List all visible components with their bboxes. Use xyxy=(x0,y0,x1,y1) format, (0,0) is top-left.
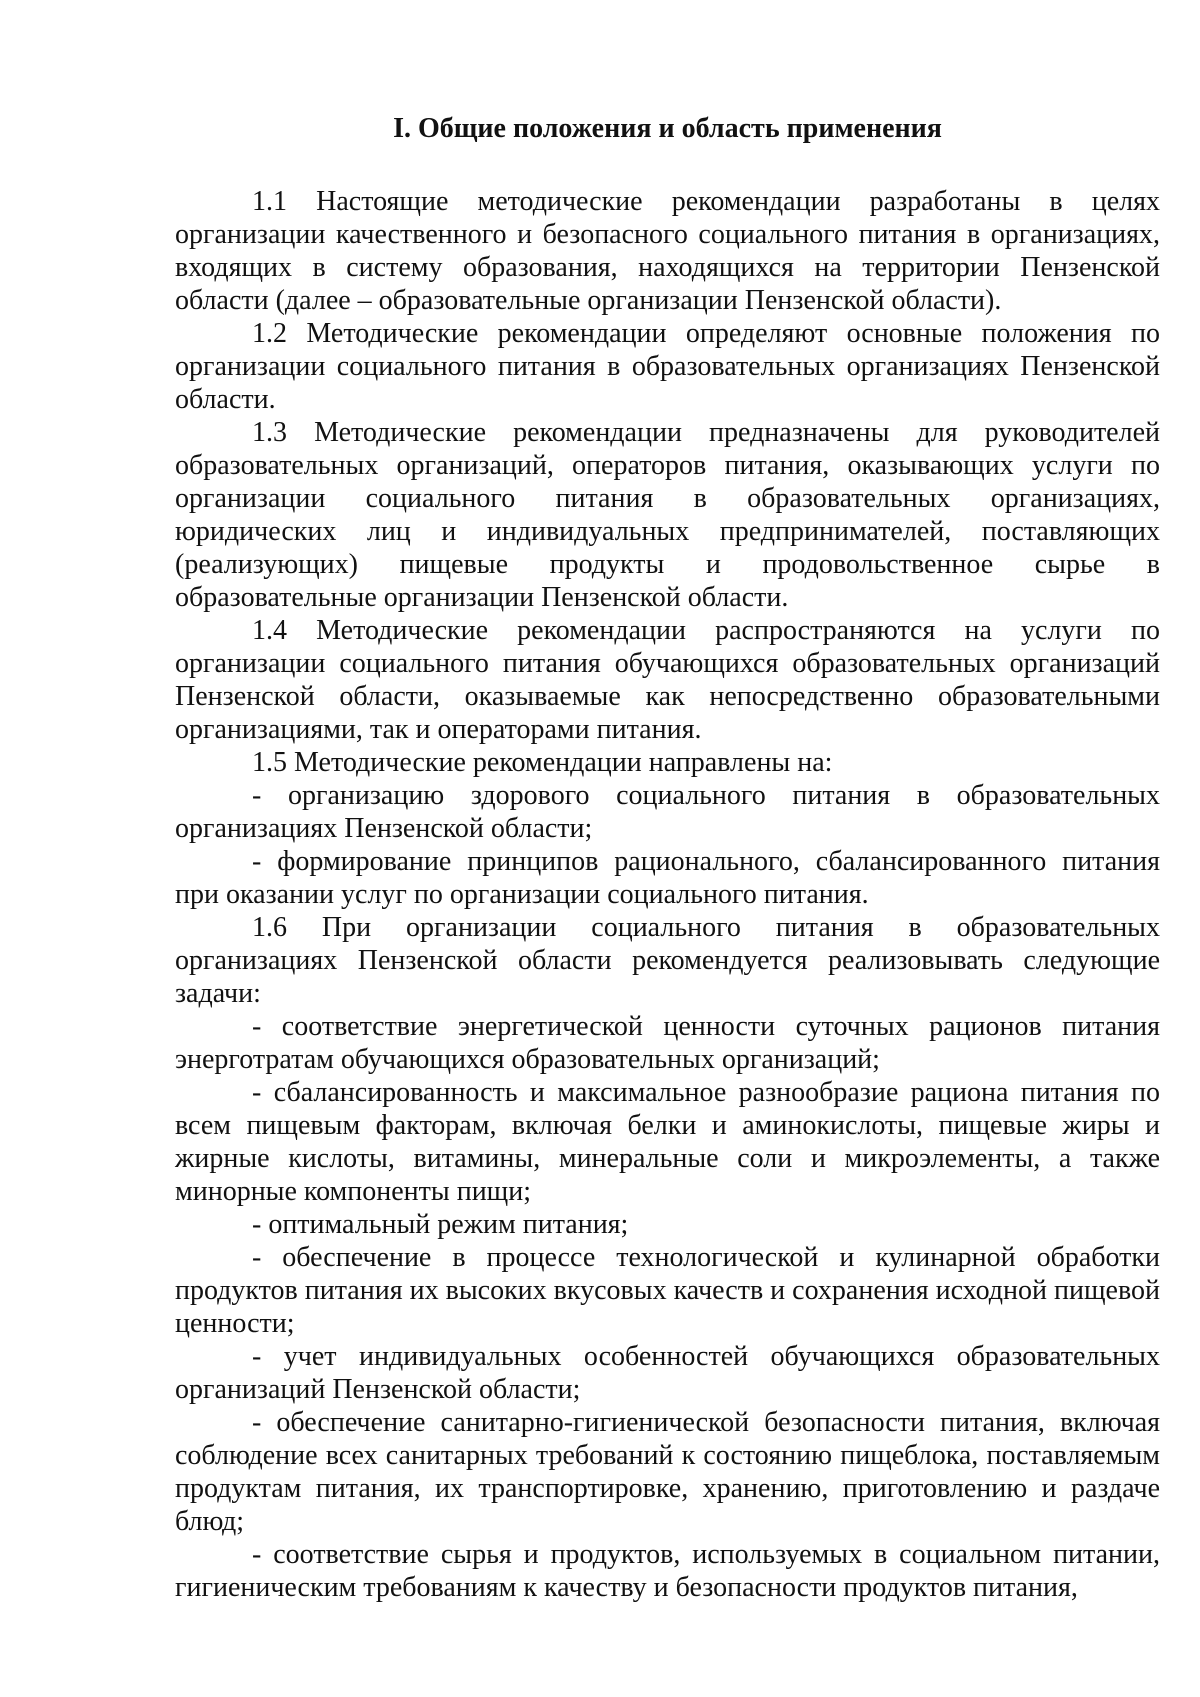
paragraph-1-1: 1.1 Настоящие методические рекомендации разработаны в целях организации качественного и безопасного социального питания в организациях, входящих в систему образования, находящихся на территории Пензенской области (далее – образовательные организации Пензенской области). xyxy=(175,186,1160,316)
list-item-energy-value: - соответствие энергетической ценности суточных рационов питания энерготратам обучающихся образовательных организаций; xyxy=(175,1011,1160,1075)
list-item-individual-features: - учет индивидуальных особенностей обучающихся образовательных организаций Пензенской области; xyxy=(175,1341,1160,1405)
list-item-sanitary-safety: - обеспечение санитарно-гигиенической безопасности питания, включая соблюдение всех санитарных требований к состоянию пищеблока, поставляемым продуктам питания, их транспортировке, хранению, приготовлению и раздаче блюд; xyxy=(175,1407,1160,1537)
paragraph-1-3: 1.3 Методические рекомендации предназначены для руководителей образовательных организаций, операторов питания, оказывающих услуги по организации социального питания в образовательных организациях, юридических лиц и индивидуальных предпринимателей, поставляющих (реализующих) пищевые продукты и продовольственное сырье в образовательные организации Пензенской области. xyxy=(175,417,1160,613)
list-item-raw-materials: - соответствие сырья и продуктов, используемых в социальном питании, гигиеническим требованиям к качеству и безопасности продуктов питания, xyxy=(175,1539,1160,1603)
list-item-optimal-regime: - оптимальный режим питания; xyxy=(252,1209,629,1240)
list-item-balanced-ration: - сбалансированность и максимальное разнообразие рациона питания по всем пищевым факторам, включая белки и аминокислоты, пищевые жиры и жирные кислоты, витамины, минеральные соли и микроэлементы, а также минорные компоненты пищи; xyxy=(175,1077,1160,1207)
list-item-processing-quality: - обеспечение в процессе технологической и кулинарной обработки продуктов питания их высоких вкусовых качеств и сохранения исходной пищевой ценности; xyxy=(175,1242,1160,1339)
document-body xyxy=(175,112,1160,1604)
paragraph-1-2: 1.2 Методические рекомендации определяют основные положения по организации социального питания в образовательных организациях Пензенской области. xyxy=(175,318,1160,415)
section-title: I. Общие положения и область применения xyxy=(393,113,942,144)
list-item-rational-principles: - формирование принципов рационального, сбалансированного питания при оказании услуг по организации социального питания. xyxy=(175,846,1160,910)
paragraph-1-5: 1.5 Методические рекомендации направлены на: xyxy=(252,747,833,778)
paragraph-1-4: 1.4 Методические рекомендации распространяются на услуги по организации социального питания обучающихся образовательных организаций Пензенской области, оказываемые как непосредственно образовательными организациями, так и операторами питания. xyxy=(175,615,1160,745)
paragraph-1-6: 1.6 При организации социального питания в образовательных организациях Пензенской области рекомендуется реализовывать следующие задачи: xyxy=(175,912,1160,1009)
list-item-healthy-nutrition: - организацию здорового социального питания в образовательных организациях Пензенской области; xyxy=(175,780,1160,844)
